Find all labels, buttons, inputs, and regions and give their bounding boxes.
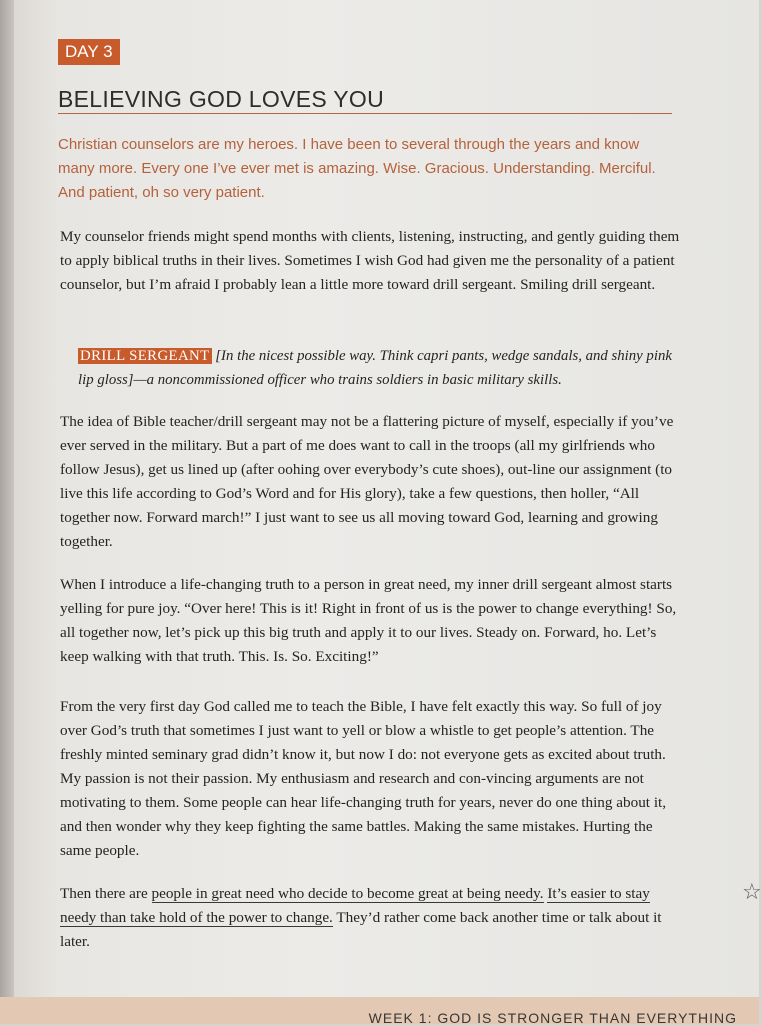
title-underline-rule: [58, 113, 672, 114]
definition-term: DRILL SERGEANT: [80, 348, 210, 364]
underlined-phrase: people in great need who decide to become great at being needy.: [151, 885, 544, 902]
paragraph-counselor-friends: My counselor friends might spend months with clients, listening, instructing, and gently guiding them to apply biblical truths in their lives. Sometimes I wish God had given me the personality of a patient counselor, but I’m afraid I probably lean a little more toward drill sergeant. Smiling drill sergeant.: [60, 228, 680, 293]
underlined-phrase: It’s easier to stay needy than take hold of the power to change.: [60, 885, 650, 926]
book-spine-shadow: [0, 0, 14, 1024]
section-title: BELIEVING GOD LOVES YOU: [58, 86, 385, 112]
running-footer: WEEK 1: GOD IS STRONGER THAN EVERYTHING: [368, 1010, 737, 1026]
text-segment: Then there are: [60, 885, 152, 902]
paragraph-great-need: [60, 882, 684, 954]
paragraph-life-changing-truth: When I introduce a life-changing truth to a person in great need, my inner drill sergeant almost starts yelling for pure joy. “Over here! This is it! Right in front of us is the power to change everything! So, all together now, let’s pick up this big truth and apply it to our lives. Steady on. Forward, ho. Let’s keep walking with that truth. This. Is. So. Exciting!”: [60, 576, 677, 665]
day-badge: DAY 3: [58, 39, 120, 65]
paragraph-first-day: From the very first day God called me to teach the Bible, I have felt exactly this way. So full of joy over God’s truth that sometimes I just want to yell or blow a whistle to get people’s attention. The freshly minted seminary grad didn’t know it, but now I do: not everyone gets as excited about truth. My passion is not their passion. My enthusiasm and research and con-vincing arguments are not motivating to them. Some people can hear life-changing truth for years, never do one thing about it, and then wonder why they keep fighting the same battles. Making the same mistakes. Hurting the same people.: [60, 698, 667, 859]
definition-callout: [78, 344, 678, 392]
handdrawn-star-icon: ☆: [742, 880, 762, 905]
text-segment: They’d rather come back another time or talk about it later.: [60, 909, 662, 950]
intro-paragraph: Christian counselors are my heroes. I have been to several through the years and know many more. Every one I’ve ever met is amazing. Wise. Gracious. Understanding. Merciful. And patient, oh so very patient.: [58, 136, 656, 201]
paragraph-drill-sergeant: The idea of Bible teacher/drill sergeant may not be a flattering picture of myself, especially if you’ve ever served in the military. But a part of me does want to call in the troops (all my girlfriends who follow Jesus), get us lined up (after oohing over everybody’s cute shoes), out-line our assignment (to live this life according to God’s Word and for His glory), take a few questions, then holler, “All together now. Forward march!” I just want to see us all moving toward God, learning and growing together.: [60, 413, 674, 550]
definition-text: [In the nicest possible way. Think capri pants, wedge sandals, and shiny pink lip gloss]—a noncommissioned officer who trains soldiers in basic military skills.: [78, 348, 672, 388]
